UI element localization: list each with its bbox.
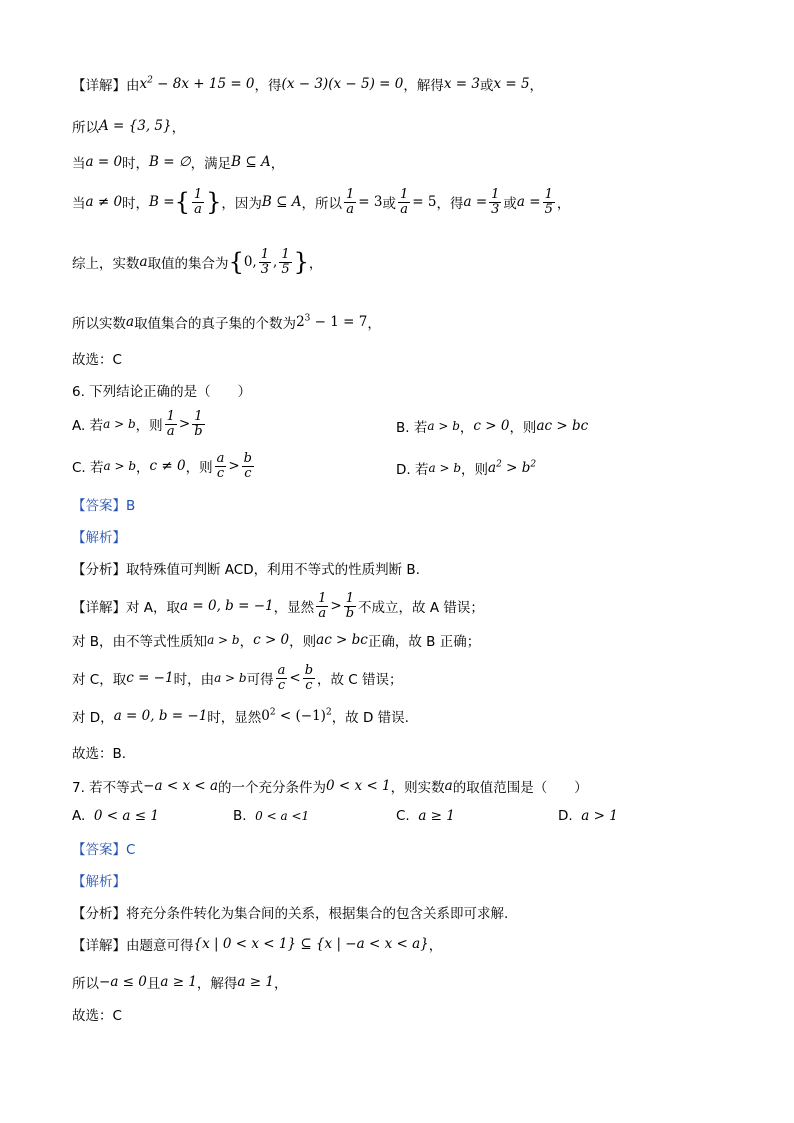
solution-line-1: 【详解】由 $x^2 - 8x + 15 = 0$ ，得 (x − 3)(x − 5) = 0 ，解得 x = 3 或 x = 5 ， bbox=[72, 75, 544, 94]
analysis-label-6: 【解析】 bbox=[72, 530, 126, 546]
detail-6-c: 对 C，取 c = −1 时，由 a > b 可得 a c < b c ，故 C 错误； bbox=[72, 663, 403, 693]
solution-line-4: 当 a ≠ 0 时， B = { 1 a } ，因为 B ⊆ A ，所以 $\frac{1}{a}$ = 3 或 $\frac{1}{a}$ = 5 ，得 a = $\frac{1}{3}$ 或 a = $\frac{1}{5}$ ， bbox=[72, 187, 571, 217]
question-6-option-d: D. 若 a > b ，则 $a^2 > b^2$ bbox=[396, 459, 537, 478]
choice-7: 故选：C bbox=[72, 1008, 122, 1024]
solution-line-2: 所以 A = {3, 5} ， bbox=[72, 118, 186, 136]
solution-line-5: 综上，实数 a 取值的集合为 { 0, 1 3 , 1 5 } ， bbox=[72, 247, 323, 277]
question-7-stem: 7. 若不等式 −a < x < a 的一个充分条件为 0 < x < 1 ，则实数 a 的取值范围是（ ） bbox=[72, 778, 588, 796]
detail-7-a: 【详解】由题意可得 {x | 0 < x < 1} ⊆ {x | −a < x < a} ， bbox=[72, 936, 443, 954]
question-6-option-a: A. 若 a > b ，则 1 a > 1 b bbox=[72, 409, 203, 439]
question-7-option-a: A. 0 < a ≤ 1 bbox=[72, 808, 159, 824]
choice-6: 故选：B. bbox=[72, 746, 127, 762]
detail-6-a: 【详解】对 A，取 a = 0, b = −1 ，显然 1 a > 1 b 不成立，故 A 错误； bbox=[72, 591, 484, 621]
detail-7-b: 所以 −a ≤ 0 且 a ≥ 1 ，解得 a ≥ 1 ， bbox=[72, 974, 288, 992]
question-6-option-b: B. 若 a > b ， c > 0 ，则 ac > bc bbox=[396, 418, 589, 436]
analysis-7: 【分析】将充分条件转化为集合间的关系，根据集合的包含关系即可求解. bbox=[72, 906, 509, 922]
solution-line-6: 所以实数 a 取值集合的真子集的个数为 $2^3 - 1 = 7$ ， bbox=[72, 313, 381, 332]
question-6-stem: 6. 下列结论正确的是（ ） bbox=[72, 384, 252, 400]
answer-label-6: 【答案】B bbox=[72, 498, 136, 514]
detail-6-d: 对 D， a = 0, b = −1 时，显然 $0^2 < (-1)^2$ ，故 D 错误. bbox=[72, 707, 409, 726]
detail-6-b: 对 B，由不等式性质知 a > b ， c > 0 ，则 ac > bc 正确，故 B 正确； bbox=[72, 632, 481, 650]
answer-label-7: 【答案】C bbox=[72, 842, 136, 858]
analysis-6: 【分析】取特殊值可判断 ACD，利用不等式的性质判断 B. bbox=[72, 562, 420, 578]
question-7-option-b: B. 0 < a <1 bbox=[233, 808, 310, 824]
solution-line-3: 当 a = 0 时， B = ∅ ，满足 B ⊆ A ， bbox=[72, 154, 285, 172]
question-7-option-c: C. a ≥ 1 bbox=[396, 808, 455, 824]
answer-choice-line: 故选：C bbox=[72, 352, 122, 368]
question-7-option-d: D. a > 1 bbox=[558, 808, 618, 824]
analysis-label-7: 【解析】 bbox=[72, 874, 126, 890]
question-6-option-c: C. 若 a > b ， c ≠ 0 ，则 a c > b c bbox=[72, 451, 252, 481]
